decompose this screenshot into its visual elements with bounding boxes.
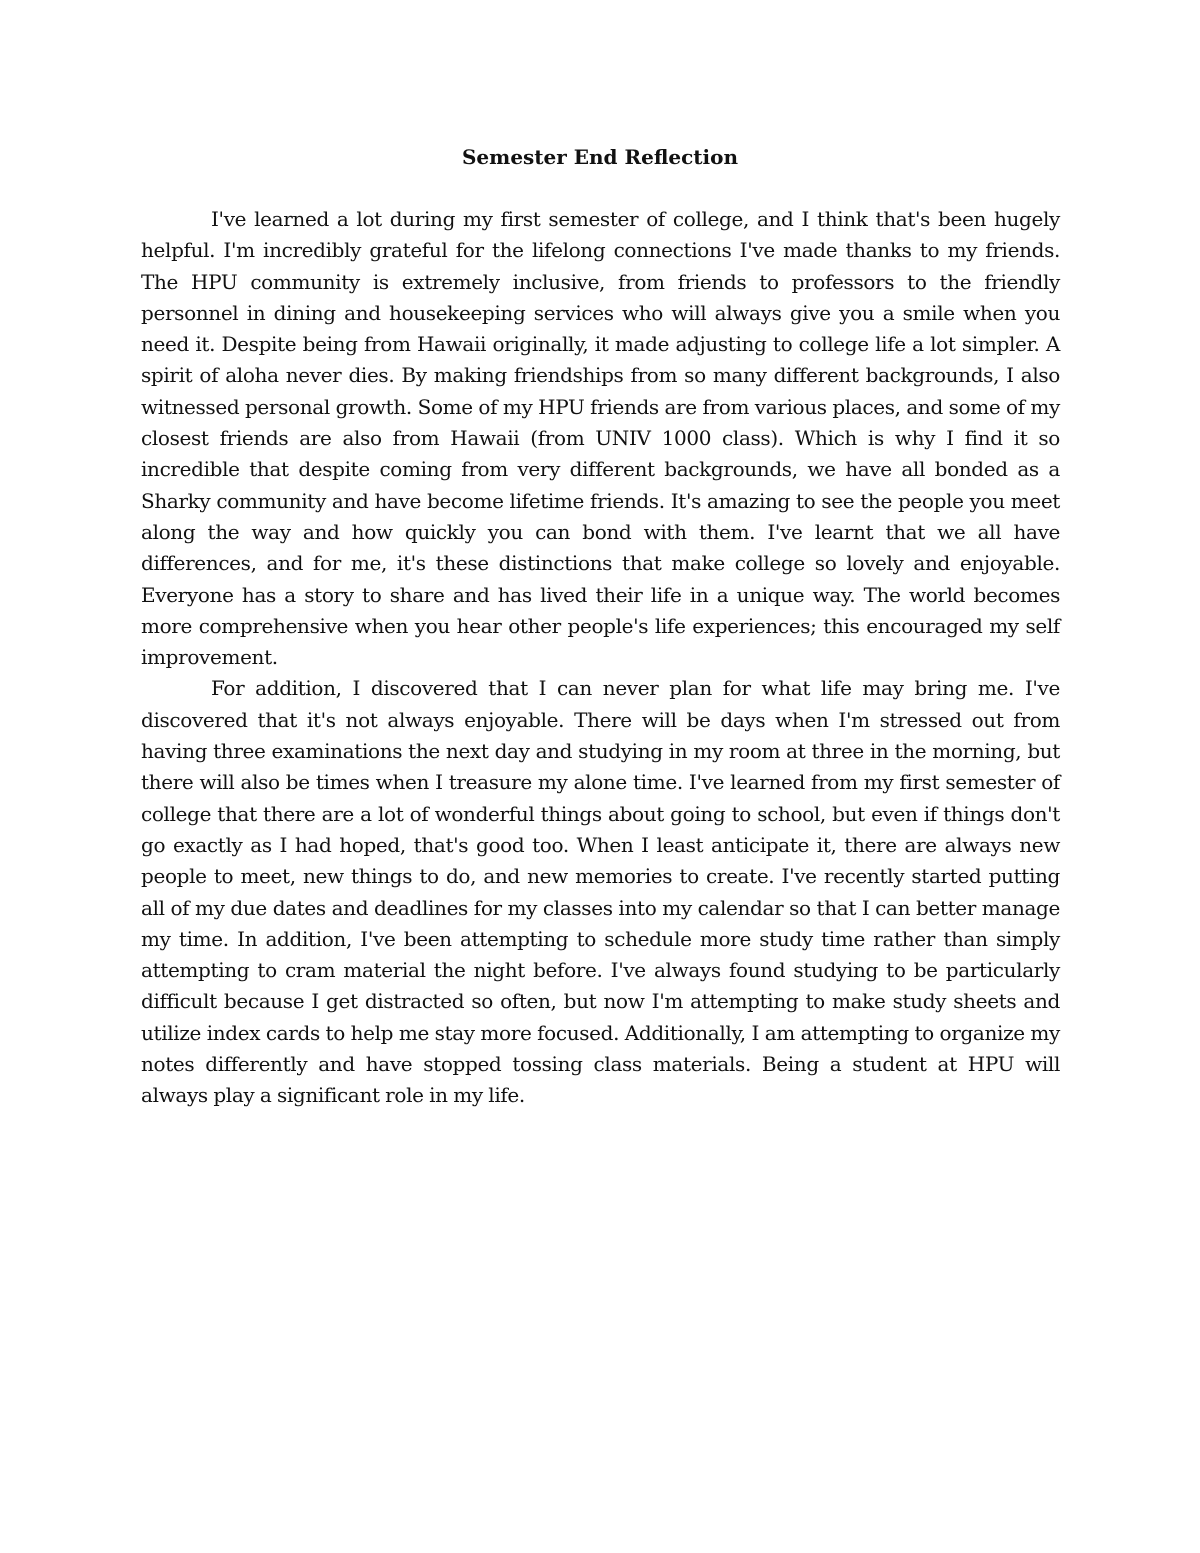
- body-paragraph-1: I've learned a lot during my first semester of college, and I think that's been hugely helpful. I'm incredibly grateful for the lifelong connections I've made thanks to my friends. The HPU community is extremely inclusive, from friends to professors to the friendly personnel in dining and housekeeping services who will always give you a smile when you need it. Despite being from Hawaii originally, it made adjusting to college life a lot simpler. A spirit of aloha never dies. By making friendships from so many different backgrounds, I also witnessed personal growth. Some of my HPU friends are from various places, and some of my closest friends are also from Hawaii (from UNIV 1000 class). Which is why I find it so incredible that despite coming from very different backgrounds, we have all bonded as a Sharky community and have become lifetime friends. It's amazing to see the people you meet along the way and how quickly you can bond with them. I've learnt that we all have differences, and for me, it's these distinctions that make college so lovely and enjoyable. Everyone has a story to share and has lived their life in a unique way. The world becomes more comprehensive when you hear other people's life experiences; this encouraged my self improvement.: [141, 207, 1060, 670]
- document-body: [141, 204, 1060, 1112]
- body-paragraph-2: For addition, I discovered that I can never plan for what life may bring me. I've discovered that it's not always enjoyable. There will be days when I'm stressed out from having three examinations the next day and studying in my room at three in the morning, but there will also be times when I treasure my alone time. I've learned from my first semester of college that there are a lot of wonderful things about going to school, but even if things don't go exactly as I had hoped, that's good too. When I least anticipate it, there are always new people to meet, new things to do, and new memories to create. I've recently started putting all of my due dates and deadlines for my classes into my calendar so that I can better manage my time. In addition, I've been attempting to schedule more study time rather than simply attempting to cram material the night before. I've always found studying to be particularly difficult because I get distracted so often, but now I'm attempting to make study sheets and utilize index cards to help me stay more focused. Additionally, I am attempting to organize my notes differently and have stopped tossing class materials. Being a student at HPU will always play a significant role in my life.: [141, 676, 1060, 1108]
- document-title: Semester End Reflection: [461, 145, 738, 169]
